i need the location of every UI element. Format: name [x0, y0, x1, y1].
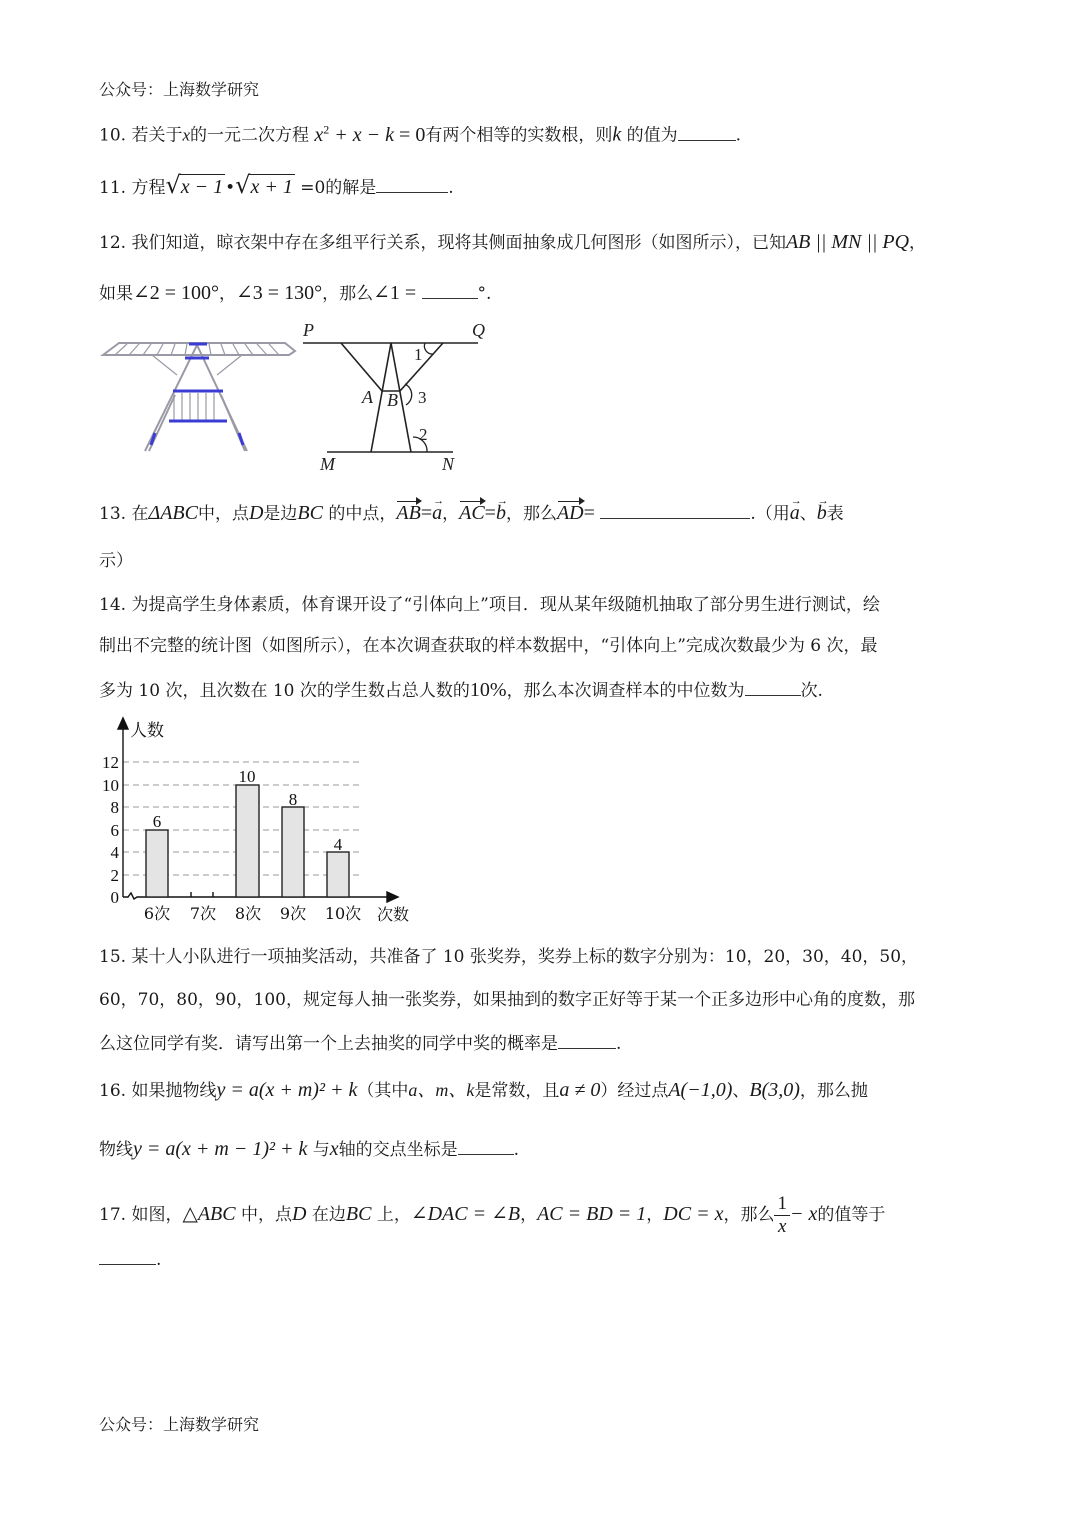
q12-text: 我们知道，晾衣架中存在多组平行关系，现将其侧面抽象成几何图形（如图所示），已知: [131, 233, 786, 253]
x-category: 8次: [234, 904, 262, 923]
equals-zero: =0: [300, 178, 326, 198]
answer-blank[interactable]: [458, 1136, 514, 1155]
question-number: 16.: [99, 1081, 127, 1101]
equals: =: [484, 502, 496, 524]
label-A: A: [362, 387, 373, 407]
var-x: x: [329, 1138, 339, 1160]
condition: a ≠ 0: [559, 1079, 601, 1101]
parallel-lines-figure: [295, 315, 495, 480]
question-12-line2: [99, 280, 491, 306]
angle-equality: ∠DAC = ∠B: [410, 1203, 521, 1225]
constants: a、m、k: [408, 1080, 475, 1100]
radicand-1: x − 1: [180, 176, 224, 198]
x-category: 7次: [189, 904, 217, 923]
q15-text: 么这位同学有奖．请写出第一个上去抽奖的同学中奖的概率是: [99, 1034, 558, 1054]
data-label: 4: [333, 835, 343, 854]
q16-text: 物线: [99, 1140, 133, 1160]
var-k: k: [612, 123, 622, 146]
q10-text: 有两个相等的实数根，则: [425, 125, 613, 146]
question-14-line3: [99, 677, 823, 703]
point-B: B(3,0): [749, 1079, 800, 1101]
point-D: D: [248, 502, 264, 524]
question-number: 11.: [99, 178, 127, 198]
question-13-line1: [99, 500, 844, 526]
var-x: x: [182, 125, 190, 145]
question-13-line2: 示）: [99, 551, 133, 571]
q10-text: 的一元二次方程: [190, 125, 309, 146]
parabola-equation-2: y = a(x + m − 1)² + k: [133, 1138, 308, 1160]
angle-2-value: ∠2 = 100°: [133, 282, 220, 304]
vector-b: b →: [496, 501, 506, 525]
question-number: 12.: [99, 233, 127, 253]
q13-text: 的中点，: [328, 504, 397, 524]
question-number: 17.: [99, 1205, 127, 1225]
q16-text: ，那么抛: [799, 1081, 868, 1101]
y-tick: 10: [102, 776, 119, 795]
period: .: [735, 125, 742, 146]
question-number: 15.: [99, 947, 127, 967]
comma: ，: [646, 1205, 664, 1225]
denominator: x: [777, 1216, 787, 1237]
comma: ，: [442, 504, 460, 524]
data-label: 6: [152, 812, 162, 831]
x-category: 9次: [279, 904, 307, 923]
question-16-line1: [99, 1078, 868, 1103]
bar-6: [146, 830, 168, 897]
question-14-line1: [99, 593, 880, 617]
length-equality: AC = BD = 1: [537, 1203, 647, 1225]
comma: ，: [520, 1205, 538, 1225]
q16-text: 是常数，且: [474, 1081, 560, 1101]
question-15-line2: 60，70，80，90，100，规定每人抽一张奖券，如果抽到的数字正好等于某一个正多边形中心角的度数，那: [99, 990, 915, 1010]
label-angle-2: 2: [419, 425, 428, 444]
period: .: [513, 1140, 520, 1160]
drying-rack-image: [97, 333, 297, 458]
question-12-line1: [99, 230, 926, 255]
period: .: [448, 178, 454, 198]
q10-text: 若关于: [131, 125, 183, 146]
separator: 、: [799, 504, 817, 524]
footer-watermark: 公众号：上海数学研究: [99, 1415, 260, 1434]
vector-AB: AB: [396, 502, 421, 524]
y-tick: 4: [110, 843, 119, 862]
question-14-line2: 制出不完整的统计图（如图所示），在本次调查获取的样本数据中，“引体向上”完成次数最少为 6 次，最: [99, 636, 878, 656]
q14-text: 次.: [800, 681, 823, 701]
triangle-ABC: △ABC: [182, 1203, 236, 1225]
answer-blank[interactable]: [376, 174, 448, 193]
sqrt-icon: √: [235, 171, 251, 199]
y-tick: 0: [110, 888, 119, 907]
q11-text: 的解是: [325, 178, 377, 198]
question-11: [99, 173, 454, 200]
x-category: 10次: [324, 904, 362, 923]
bar-8: [236, 785, 259, 897]
label-P: P: [303, 320, 314, 340]
label-N: N: [442, 454, 455, 474]
q13-text: 是边: [263, 504, 298, 524]
comma: ，: [219, 284, 237, 304]
q13-text: ，那么: [505, 504, 557, 524]
angle-1-label: ∠1 =: [373, 282, 417, 304]
q14-text: ，那么本次调查样本的中位数为: [506, 681, 745, 701]
question-15-line1: [99, 945, 918, 969]
q17-text: 如图，: [131, 1205, 183, 1225]
q13-text: 在: [131, 504, 149, 524]
y-tick: 8: [110, 798, 119, 817]
question-15-line3: [99, 1030, 621, 1056]
q16-text: 轴的交点坐标是: [338, 1140, 458, 1160]
y-axis-arrow-icon: [118, 718, 128, 729]
label-angle-3: 3: [418, 388, 427, 407]
q17-text: ，那么: [723, 1205, 775, 1225]
q14-text: 为提高学生身体素质，体育课开设了“引体向上”项目．现从某年级随机抽取了部分男生进行测试，绘: [131, 595, 880, 615]
question-17-line2: [99, 1246, 161, 1272]
y-tick: 12: [102, 753, 119, 772]
radicand-2: x + 1: [250, 176, 293, 198]
question-17-line1: [99, 1193, 885, 1238]
pull-up-bar-chart: [95, 712, 425, 927]
question-16-line2: [99, 1136, 519, 1162]
vector-b: b →: [817, 501, 827, 525]
parabola-equation-1: y = a(x + m)² + k: [216, 1079, 358, 1101]
angle-3-value: ∠3 = 130°: [236, 282, 323, 304]
point-D: D: [292, 1203, 307, 1225]
q16-text: 如果抛物线: [131, 1081, 217, 1101]
vector-a: a →: [790, 501, 800, 525]
q15-text: 某十人小队进行一项抽奖活动，共准备了 10 张奖券，奖券上标的数字分别为：10，20，30，40，50，: [131, 947, 919, 967]
equation: $x^2 + x - k = 0$: [314, 122, 426, 146]
numerator: 1: [774, 1193, 790, 1216]
degree-period: °.: [477, 284, 492, 304]
answer-blank[interactable]: [558, 1030, 616, 1049]
label-angle-1: 1: [414, 345, 423, 364]
q12-text: 如果: [99, 284, 133, 304]
x-category: 6次: [143, 904, 171, 923]
bar-10: [327, 852, 349, 897]
q16-text: ）经过点: [600, 1081, 669, 1101]
data-label: 8: [288, 790, 298, 809]
equals: =: [420, 502, 433, 524]
q17-text: 的值等于: [817, 1205, 886, 1225]
q17-text: 上，: [376, 1205, 411, 1225]
data-label: 10: [238, 767, 256, 786]
bar-9: [282, 807, 304, 897]
q17-text: 中，点: [241, 1205, 293, 1225]
answer-blank[interactable]: [678, 122, 736, 141]
answer-blank[interactable]: [745, 677, 801, 696]
q13-text: .（用: [750, 504, 790, 524]
question-number: 13.: [99, 504, 127, 524]
q14-text: 多为 10 次，且次数在 10 次的学生数占总人数的: [99, 681, 470, 701]
q13-text: 中，点: [197, 504, 249, 524]
question-number: 10.: [99, 125, 127, 146]
triangle-ABC: ΔABC: [148, 502, 198, 524]
answer-blank[interactable]: [422, 280, 478, 299]
x-axis-title: 次数: [376, 905, 410, 924]
separator: 、: [732, 1081, 750, 1101]
sqrt-icon: √: [165, 171, 181, 199]
fraction-1-over-x: [774, 1193, 790, 1238]
period: .: [616, 1034, 622, 1054]
y-tick: 2: [110, 866, 119, 885]
dc-equation: DC = x: [663, 1203, 724, 1225]
period: .: [156, 1250, 162, 1270]
side-BC: BC: [297, 502, 323, 524]
equals: =: [583, 502, 595, 524]
answer-blank[interactable]: [99, 1246, 156, 1265]
minus-x: − x: [789, 1203, 818, 1225]
q10-text: 的值为: [626, 125, 678, 146]
q16-text: （其中: [357, 1081, 409, 1101]
parallel-statement: AB || MN || PQ: [785, 231, 910, 253]
question-10: [99, 117, 741, 148]
side-BC: BC: [345, 1203, 372, 1225]
label-B: B: [387, 390, 398, 410]
y-axis-title: 人数: [130, 721, 164, 741]
vector-AC: AC: [459, 502, 485, 524]
dot-operator: •: [225, 178, 236, 198]
q11-text: 方程: [131, 178, 166, 198]
header-watermark: 公众号：上海数学研究: [99, 80, 260, 99]
q16-text: 与: [312, 1140, 330, 1160]
q17-text: 在边: [311, 1205, 346, 1225]
answer-blank[interactable]: [600, 500, 750, 519]
point-A: A(−1,0): [668, 1079, 733, 1101]
q13-text: 表: [826, 504, 844, 524]
vector-a: a →: [432, 501, 442, 525]
q12-text: ，那么: [322, 284, 374, 304]
label-Q: Q: [472, 320, 485, 340]
question-number: 14.: [99, 595, 127, 615]
percent-value: 10%: [469, 679, 507, 701]
label-M: M: [320, 454, 335, 474]
vector-AD: AD: [556, 502, 584, 524]
x-axis-arrow-icon: [387, 892, 398, 902]
comma: ，: [909, 233, 927, 253]
y-tick: 6: [110, 821, 119, 840]
